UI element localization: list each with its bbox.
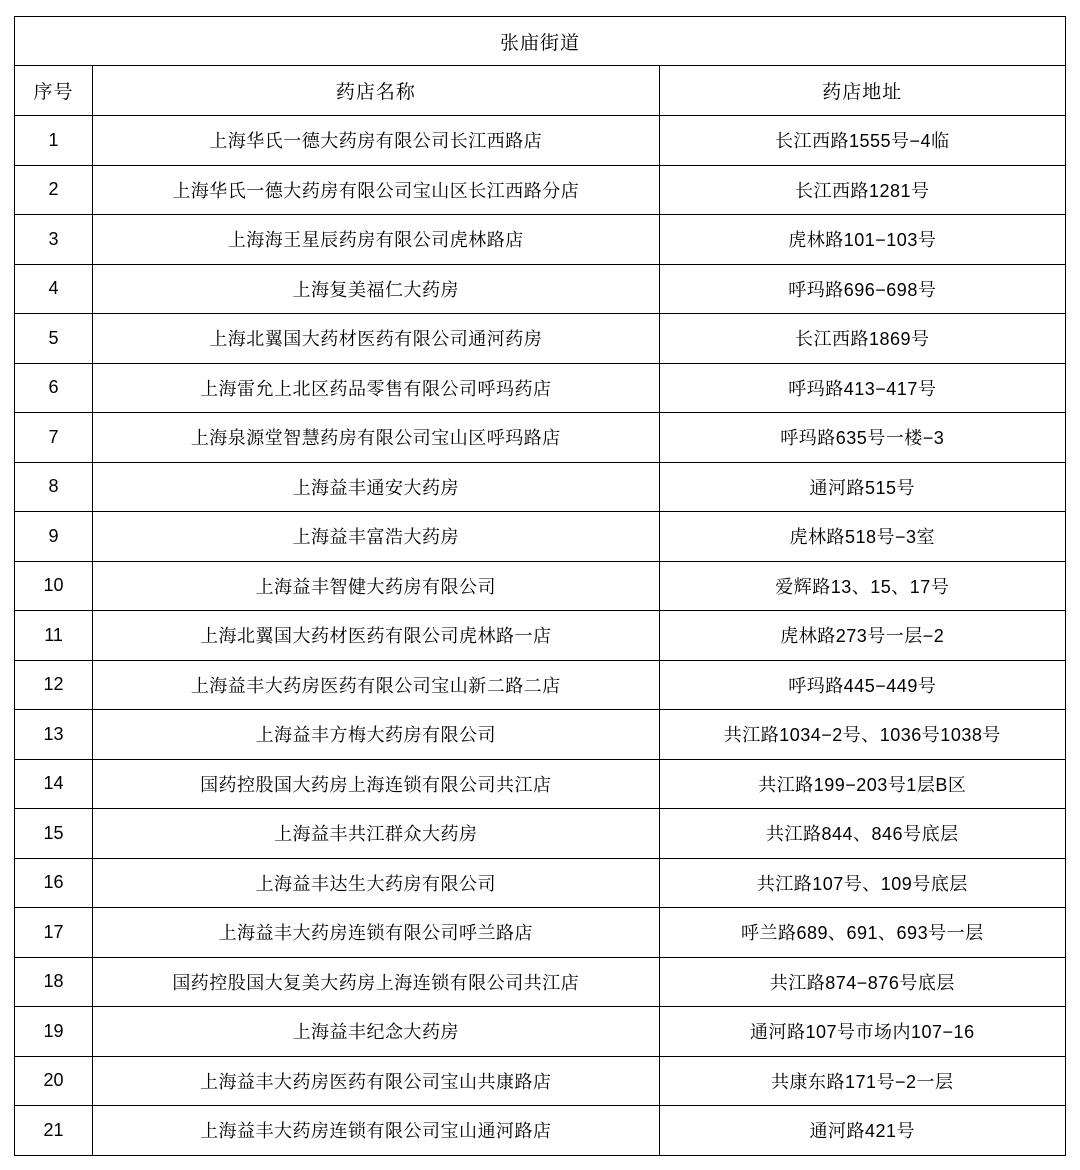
row-index: 13	[15, 710, 93, 760]
row-index: 11	[15, 611, 93, 661]
document-title: 张庙街道	[15, 17, 1066, 66]
row-pharmacy-address: 共江路1034−2号、1036号1038号	[659, 710, 1065, 760]
row-pharmacy-name: 上海泉源堂智慧药房有限公司宝山区呼玛路店	[93, 413, 660, 463]
row-index: 9	[15, 512, 93, 562]
row-index: 21	[15, 1106, 93, 1156]
row-pharmacy-name: 国药控股国大药房上海连锁有限公司共江店	[93, 759, 660, 809]
table-row	[15, 215, 1066, 265]
row-pharmacy-address: 共江路199−203号1层B区	[659, 759, 1065, 809]
row-index: 14	[15, 759, 93, 809]
row-pharmacy-address: 呼玛路635号一楼−3	[659, 413, 1065, 463]
row-pharmacy-name: 上海益丰达生大药房有限公司	[93, 858, 660, 908]
row-pharmacy-name: 上海益丰大药房医药有限公司宝山新二路二店	[93, 660, 660, 710]
row-pharmacy-name: 上海华氏一德大药房有限公司宝山区长江西路分店	[93, 165, 660, 215]
row-pharmacy-address: 长江西路1281号	[659, 165, 1065, 215]
row-index: 12	[15, 660, 93, 710]
row-pharmacy-address: 虎林路273号一层−2	[659, 611, 1065, 661]
row-pharmacy-address: 虎林路518号−3室	[659, 512, 1065, 562]
row-pharmacy-name: 上海益丰智健大药房有限公司	[93, 561, 660, 611]
table-row	[15, 759, 1066, 809]
table-row	[15, 363, 1066, 413]
row-pharmacy-name: 上海复美福仁大药房	[93, 264, 660, 314]
row-pharmacy-name: 上海益丰大药房医药有限公司宝山共康路店	[93, 1056, 660, 1106]
row-pharmacy-name: 国药控股国大复美大药房上海连锁有限公司共江店	[93, 957, 660, 1007]
row-index: 20	[15, 1056, 93, 1106]
row-pharmacy-name: 上海益丰通安大药房	[93, 462, 660, 512]
table-row	[15, 660, 1066, 710]
table-row	[15, 561, 1066, 611]
row-pharmacy-address: 爱辉路13、15、17号	[659, 561, 1065, 611]
row-index: 19	[15, 1007, 93, 1057]
row-index: 16	[15, 858, 93, 908]
table-row	[15, 611, 1066, 661]
column-header-name: 药店名称	[93, 66, 660, 116]
row-pharmacy-address: 通河路421号	[659, 1106, 1065, 1156]
table-header-row	[15, 66, 1066, 116]
row-index: 10	[15, 561, 93, 611]
row-index: 5	[15, 314, 93, 364]
row-pharmacy-name: 上海益丰大药房连锁有限公司宝山通河路店	[93, 1106, 660, 1156]
row-pharmacy-address: 共江路844、846号底层	[659, 809, 1065, 859]
row-pharmacy-name: 上海海王星辰药房有限公司虎林路店	[93, 215, 660, 265]
row-pharmacy-name: 上海益丰纪念大药房	[93, 1007, 660, 1057]
table-row	[15, 165, 1066, 215]
row-pharmacy-address: 长江西路1869号	[659, 314, 1065, 364]
row-pharmacy-address: 呼玛路445−449号	[659, 660, 1065, 710]
row-pharmacy-address: 呼玛路413−417号	[659, 363, 1065, 413]
row-pharmacy-address: 共康东路171号−2一层	[659, 1056, 1065, 1106]
table-row	[15, 710, 1066, 760]
row-pharmacy-address: 通河路515号	[659, 462, 1065, 512]
column-header-address: 药店地址	[659, 66, 1065, 116]
row-index: 2	[15, 165, 93, 215]
row-index: 1	[15, 116, 93, 166]
table-row	[15, 264, 1066, 314]
row-pharmacy-name: 上海华氏一德大药房有限公司长江西路店	[93, 116, 660, 166]
table-row	[15, 116, 1066, 166]
table-row	[15, 908, 1066, 958]
table-row	[15, 462, 1066, 512]
row-pharmacy-address: 长江西路1555号−4临	[659, 116, 1065, 166]
pharmacy-list-table	[14, 16, 1066, 1156]
row-pharmacy-name: 上海雷允上北区药品零售有限公司呼玛药店	[93, 363, 660, 413]
row-pharmacy-name: 上海益丰富浩大药房	[93, 512, 660, 562]
row-pharmacy-name: 上海益丰共江群众大药房	[93, 809, 660, 859]
row-pharmacy-name: 上海北翼国大药材医药有限公司虎林路一店	[93, 611, 660, 661]
table-row	[15, 957, 1066, 1007]
row-index: 7	[15, 413, 93, 463]
table-row	[15, 809, 1066, 859]
table-body	[15, 17, 1066, 1156]
row-pharmacy-name: 上海益丰方梅大药房有限公司	[93, 710, 660, 760]
table-row	[15, 314, 1066, 364]
table-row	[15, 858, 1066, 908]
table-title-row	[15, 17, 1066, 66]
row-pharmacy-address: 共江路107号、109号底层	[659, 858, 1065, 908]
row-pharmacy-name: 上海北翼国大药材医药有限公司通河药房	[93, 314, 660, 364]
row-index: 15	[15, 809, 93, 859]
row-pharmacy-address: 呼兰路689、691、693号一层	[659, 908, 1065, 958]
row-pharmacy-address: 通河路107号市场内107−16	[659, 1007, 1065, 1057]
row-pharmacy-address: 虎林路101−103号	[659, 215, 1065, 265]
row-pharmacy-address: 呼玛路696−698号	[659, 264, 1065, 314]
row-index: 3	[15, 215, 93, 265]
table-row	[15, 413, 1066, 463]
row-index: 6	[15, 363, 93, 413]
table-row	[15, 1056, 1066, 1106]
row-index: 17	[15, 908, 93, 958]
row-pharmacy-name: 上海益丰大药房连锁有限公司呼兰路店	[93, 908, 660, 958]
table-row	[15, 1007, 1066, 1057]
table-row	[15, 1106, 1066, 1156]
row-pharmacy-address: 共江路874−876号底层	[659, 957, 1065, 1007]
row-index: 4	[15, 264, 93, 314]
table-row	[15, 512, 1066, 562]
row-index: 18	[15, 957, 93, 1007]
column-header-index: 序号	[15, 66, 93, 116]
row-index: 8	[15, 462, 93, 512]
